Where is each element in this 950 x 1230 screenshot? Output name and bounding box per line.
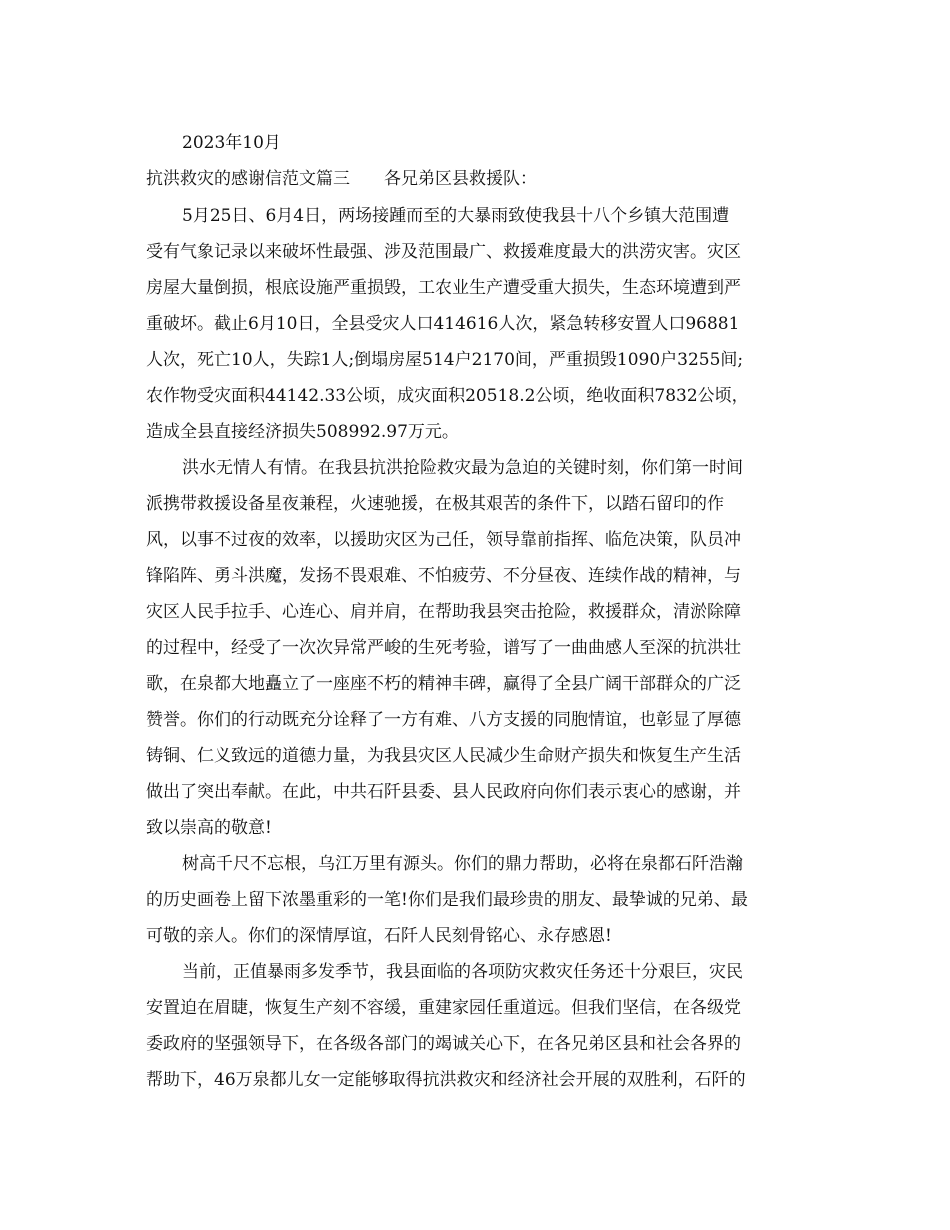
paragraph-4-line-4: 帮助下，46万泉都儿女一定能够取得抗洪救灾和经济社会开展的双胜利，石阡的 — [146, 1070, 746, 1090]
paragraph-2-line-2: 派携带救援设备星夜兼程，火速驰援，在极其艰苦的条件下，以踏石留印的作 — [146, 494, 724, 514]
paragraph-4-line-3: 委政府的坚强领导下，在各级各部门的竭诚关心下，在各兄弟区县和社会各界的 — [146, 1034, 741, 1054]
paragraph-2-line-9: 铸铜、仁义致远的道德力量，为我县灾区人民减少生命财产损失和恢复生产生活 — [146, 746, 741, 766]
paragraph-2-line-3: 风，以事不过夜的效率，以援助灾区为己任，领导靠前指挥、临危决策，队员冲 — [146, 530, 741, 550]
paragraph-1-line-7: 造成全县直接经济损失508992.97万元。 — [146, 422, 459, 442]
paragraph-1-line-4: 重破坏。截止6月10日，全县受灾人口414616人次，紧急转移安置人口96881 — [146, 314, 740, 334]
paragraph-2-line-11: 致以崇高的敬意! — [146, 818, 272, 838]
paragraph-2-line-4: 锋陷阵、勇斗洪魔，发扬不畏艰难、不怕疲劳、不分昼夜、连续作战的精神，与 — [146, 566, 741, 586]
paragraph-2-line-8: 赞誉。你们的行动既充分诠释了一方有难、八方支援的同胞情谊，也彰显了厚德 — [146, 710, 741, 730]
paragraph-2-line-7: 歌，在泉都大地矗立了一座座不朽的精神丰碑，赢得了全县广阔干部群众的广泛 — [146, 674, 741, 694]
paragraph-2-line-1: 洪水无情人有情。在我县抗洪抢险救灾最为急迫的关键时刻，你们第一时间 — [182, 458, 743, 478]
paragraph-2-line-6: 的过程中，经受了一次次异常严峻的生死考验，谱写了一曲曲感人至深的抗洪壮 — [146, 638, 741, 658]
paragraph-3-line-2: 的历史画卷上留下浓墨重彩的一笔!你们是我们最珍贵的朋友、最挚诚的兄弟、最 — [146, 890, 748, 910]
paragraph-4-line-1: 当前，正值暴雨多发季节，我县面临的各项防灾救灾任务还十分艰巨，灾民 — [182, 962, 743, 982]
date-line: 2023年10月 — [182, 133, 281, 153]
paragraph-2-line-5: 灾区人民手拉手、心连心、肩并肩，在帮助我县突击抢险，救援群众，清淤除障 — [146, 602, 741, 622]
paragraph-2-line-10: 做出了突出奉献。在此，中共石阡县委、县人民政府向你们表示衷心的感谢，并 — [146, 782, 741, 802]
paragraph-1-line-1: 5月25日、6月4日，两场接踵而至的大暴雨致使我县十八个乡镇大范围遭 — [182, 206, 730, 226]
paragraph-3-line-1: 树高千尺不忘根，乌江万里有源头。你们的鼎力帮助，必将在泉都石阡浩瀚 — [182, 854, 743, 874]
letter-heading: 抗洪救灾的感谢信范文篇三 各兄弟区县救援队： — [146, 169, 537, 189]
paragraph-1-line-3: 房屋大量倒损，根底设施严重损毁，工农业生产遭受重大损失，生态环境遭到严 — [146, 278, 741, 298]
paragraph-3-line-3: 可敬的亲人。你们的深情厚谊，石阡人民刻骨铭心、永存感恩! — [146, 926, 612, 946]
paragraph-1-line-6: 农作物受灾面积44142.33公顷，成灾面积20518.2公顷，绝收面积7832公顷， — [146, 386, 749, 406]
paragraph-1-line-5: 人次，死亡10人，失踪1人;倒塌房屋514户2170间，严重损毁1090户3255间; — [146, 350, 744, 370]
paragraph-1-line-2: 受有气象记录以来破坏性最强、涉及范围最广、救援难度最大的洪涝灾害。灾区 — [146, 242, 741, 262]
paragraph-4-line-2: 安置迫在眉睫，恢复生产刻不容缓，重建家园任重道远。但我们坚信，在各级党 — [146, 998, 741, 1018]
